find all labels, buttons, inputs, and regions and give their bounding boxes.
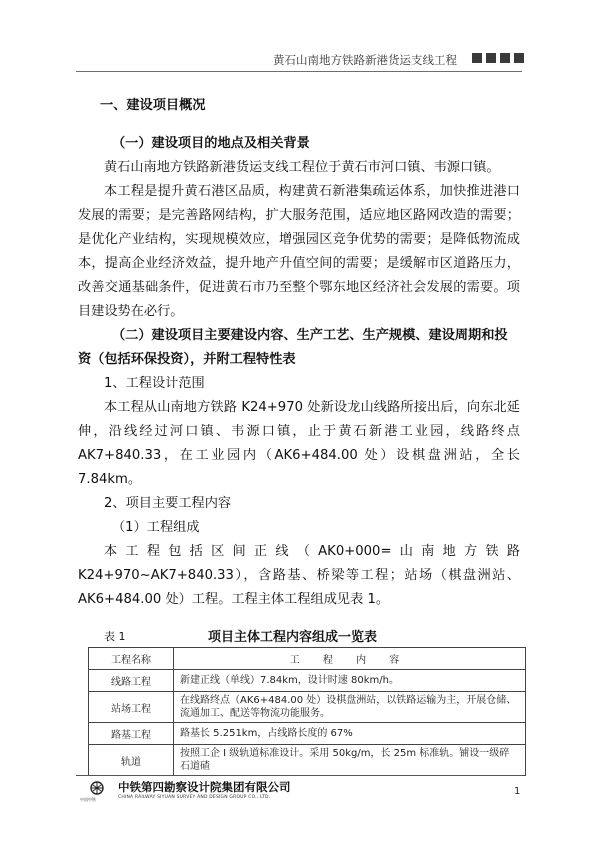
table-caption bbox=[104, 626, 520, 644]
page-number: 1 bbox=[514, 786, 521, 797]
header-decoration bbox=[472, 53, 524, 63]
header-block bbox=[486, 53, 496, 63]
table-row bbox=[89, 723, 526, 745]
footer-company-name-en: CHINA RAILWAY SIYUAN SURVEY AND DESIGN GROUP CO., LTD. bbox=[118, 795, 271, 800]
table-row bbox=[89, 670, 526, 692]
header-title: 黄石山南地方铁路新港货运支线工程 bbox=[273, 53, 457, 67]
item-main-works: 2、项目主要工程内容 bbox=[104, 496, 232, 511]
table-cell-content: 新建正线（单线）7.84km，设计时速 80km/h。 bbox=[174, 670, 526, 692]
engineering-table bbox=[88, 647, 526, 776]
paragraph-composition: 本工程包括区间正线（AK0+000=山南地方铁路 K24+970~AK7+840.33），含路基、桥梁等工程；站场（棋盘洲站、AK6+484.00 处）工程。工程主体工程组成见表 1。 bbox=[78, 544, 520, 607]
table-header-name: 工程名称 bbox=[89, 648, 174, 670]
footer-rule bbox=[76, 775, 522, 776]
table-cell-name: 线路工程 bbox=[89, 670, 174, 692]
table-row bbox=[89, 692, 526, 723]
table-row bbox=[89, 745, 526, 776]
table-header-row bbox=[89, 648, 526, 670]
table-cell-content: 在线路终点（AK6+484.00 处）设棋盘洲站，以铁路运输为主，开展仓储、流通加工、配送等物流功能服务。 bbox=[174, 692, 526, 723]
paragraph-location: 黄石山南地方铁路新港货运支线工程位于黄石市河口镇、韦源口镇。 bbox=[104, 160, 500, 175]
section-heading: 一、建设项目概况 bbox=[100, 98, 206, 113]
table-cell-name: 轨道 bbox=[89, 745, 174, 776]
header-block bbox=[514, 53, 524, 63]
item-design-scope: 1、工程设计范围 bbox=[104, 376, 205, 391]
table-header-content: 工 程 内 容 bbox=[174, 648, 526, 670]
logo-label: 中国中铁 bbox=[80, 797, 96, 802]
paragraph-background: 本工程是提升黄石港区品质，构建黄石新港集疏运体系，加快推进港口发展的需要；是完善路网结构，扩大服务范围，适应地区路网改造的需要；是优化产业结构，实现规模效应，增强园区竞争优势的需要；是降低物流成本，提高企业经济效益，提升地产升值空间的需要；是缓解市区道路压力，改善交通基础条件，促进黄石市乃至整个鄂东地区经济社会发展的需要。项目建设势在必行。 bbox=[78, 184, 520, 319]
header-block bbox=[472, 53, 482, 63]
footer-company-name: 中铁第四勘察设计院集团有限公司 bbox=[118, 780, 291, 794]
subsection-heading-1: （一）建设项目的地点及相关背景 bbox=[112, 136, 310, 151]
header-rule bbox=[76, 71, 522, 72]
table-cell-content: 路基长 5.251km，占线路长度的 67% bbox=[174, 723, 526, 745]
paragraph-design-scope: 本工程从山南地方铁路 K24+970 处新设龙山线路所接出后，向东北延伸，沿线经过河口镇、韦源口镇，止于黄石新港工业园，线路终点 AK7+840.33，在工业园内（AK6+484.00 处）设棋盘洲站，全长 7.84km。 bbox=[78, 400, 520, 487]
table-cell-name: 站场工程 bbox=[89, 692, 174, 723]
document-body bbox=[78, 94, 520, 612]
item-composition: （1）工程组成 bbox=[112, 520, 200, 535]
table-cell-content: 按照工企 I 级轨道标准设计。采用 50kg/m，长 25m 标准轨。铺设一级碎石道碴 bbox=[174, 745, 526, 776]
table-title: 项目主体工程内容组成一览表 bbox=[208, 630, 378, 645]
table-number: 表 1 bbox=[104, 630, 126, 643]
table-cell-name: 路基工程 bbox=[89, 723, 174, 745]
header-block bbox=[500, 53, 510, 63]
subsection-heading-2: （二）建设项目主要建设内容、生产工艺、生产规模、建设周期和投资（包括环保投资），并附工程特性表 bbox=[78, 328, 508, 367]
